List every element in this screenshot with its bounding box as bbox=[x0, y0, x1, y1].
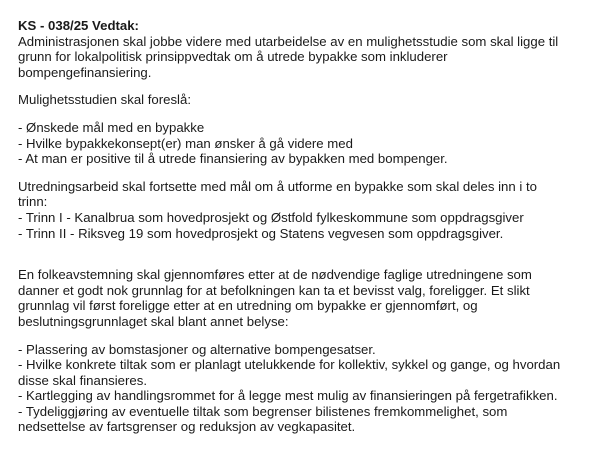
list-item: - Plassering av bomstasjoner og alternative bompengesatser. bbox=[18, 341, 376, 357]
document bbox=[18, 18, 588, 435]
list-item-continuation: disse skal finansieres. bbox=[18, 372, 148, 388]
list-item: - Trinn I - Kanalbrua som hovedprosjekt og Østfold fylkeskommune som oppdragsgiver bbox=[18, 209, 524, 225]
list-item: - Hvilke konkrete tiltak som er planlagt utelukkende for kollektiv, sykkel og gange, og hvordan bbox=[18, 357, 561, 373]
list-item: - Hvilke bypakkekonsept(er) man ønsker å gå videre med bbox=[18, 135, 353, 151]
study-list bbox=[18, 120, 588, 167]
list-item: - Ønskede mål med en bypakke bbox=[18, 119, 205, 135]
intro-line: grunn for lokalpolitisk prinsippvedtak om å utrede bypakke som inkluderer bbox=[18, 49, 448, 65]
intro-paragraph bbox=[18, 34, 588, 81]
list-item: - Kartlegging av handlingsrommet for å legge mest mulig av finansieringen på fergetrafikken. bbox=[18, 388, 558, 404]
list-item: - Trinn II - Riksveg 19 som hovedprosjekt og Statens vegvesen som oppdragsgiver. bbox=[18, 225, 504, 241]
referendum-line: En folkeavstemning skal gjennomføres etter at de nødvendige faglige utredningene som bbox=[18, 267, 532, 283]
work-line: Utredningsarbeid skal fortsette med mål om å utforme en bypakke som skal deles inn i to bbox=[18, 178, 537, 194]
list-item-continuation: nedsettelse av fartsgrenser og reduksjon av vegkapasitet. bbox=[18, 419, 356, 435]
referendum-paragraph bbox=[18, 267, 588, 329]
list-item: - Tydeliggjøring av eventuelle tiltak som begrenser bilistenes fremkommelighet, som bbox=[18, 403, 508, 419]
intro-line: bompengefinansiering. bbox=[18, 64, 152, 80]
intro-line: Administrasjonen skal jobbe videre med utarbeidelse av en mulighetsstudie som skal ligge til bbox=[18, 33, 559, 49]
study-heading: Mulighetsstudien skal foreslå: bbox=[18, 92, 191, 108]
decision-title: KS - 038/25 Vedtak: bbox=[18, 18, 139, 33]
referendum-line: grunnlag vil først foreligge etter at en utredning om bypakke er gjennomført, og bbox=[18, 298, 478, 314]
list-item: - At man er positive til å utrede finansiering av bypakken med bompenger. bbox=[18, 151, 448, 167]
work-paragraph bbox=[18, 179, 588, 241]
work-line: trinn: bbox=[18, 194, 48, 210]
belyse-list bbox=[18, 342, 588, 436]
referendum-line: beslutningsgrunnlaget skal blant annet belyse: bbox=[18, 313, 289, 329]
referendum-line: danner et godt nok grunnlag for at befolkningen kan ta et bevisst valg, foreligger. Et slikt bbox=[18, 282, 530, 298]
